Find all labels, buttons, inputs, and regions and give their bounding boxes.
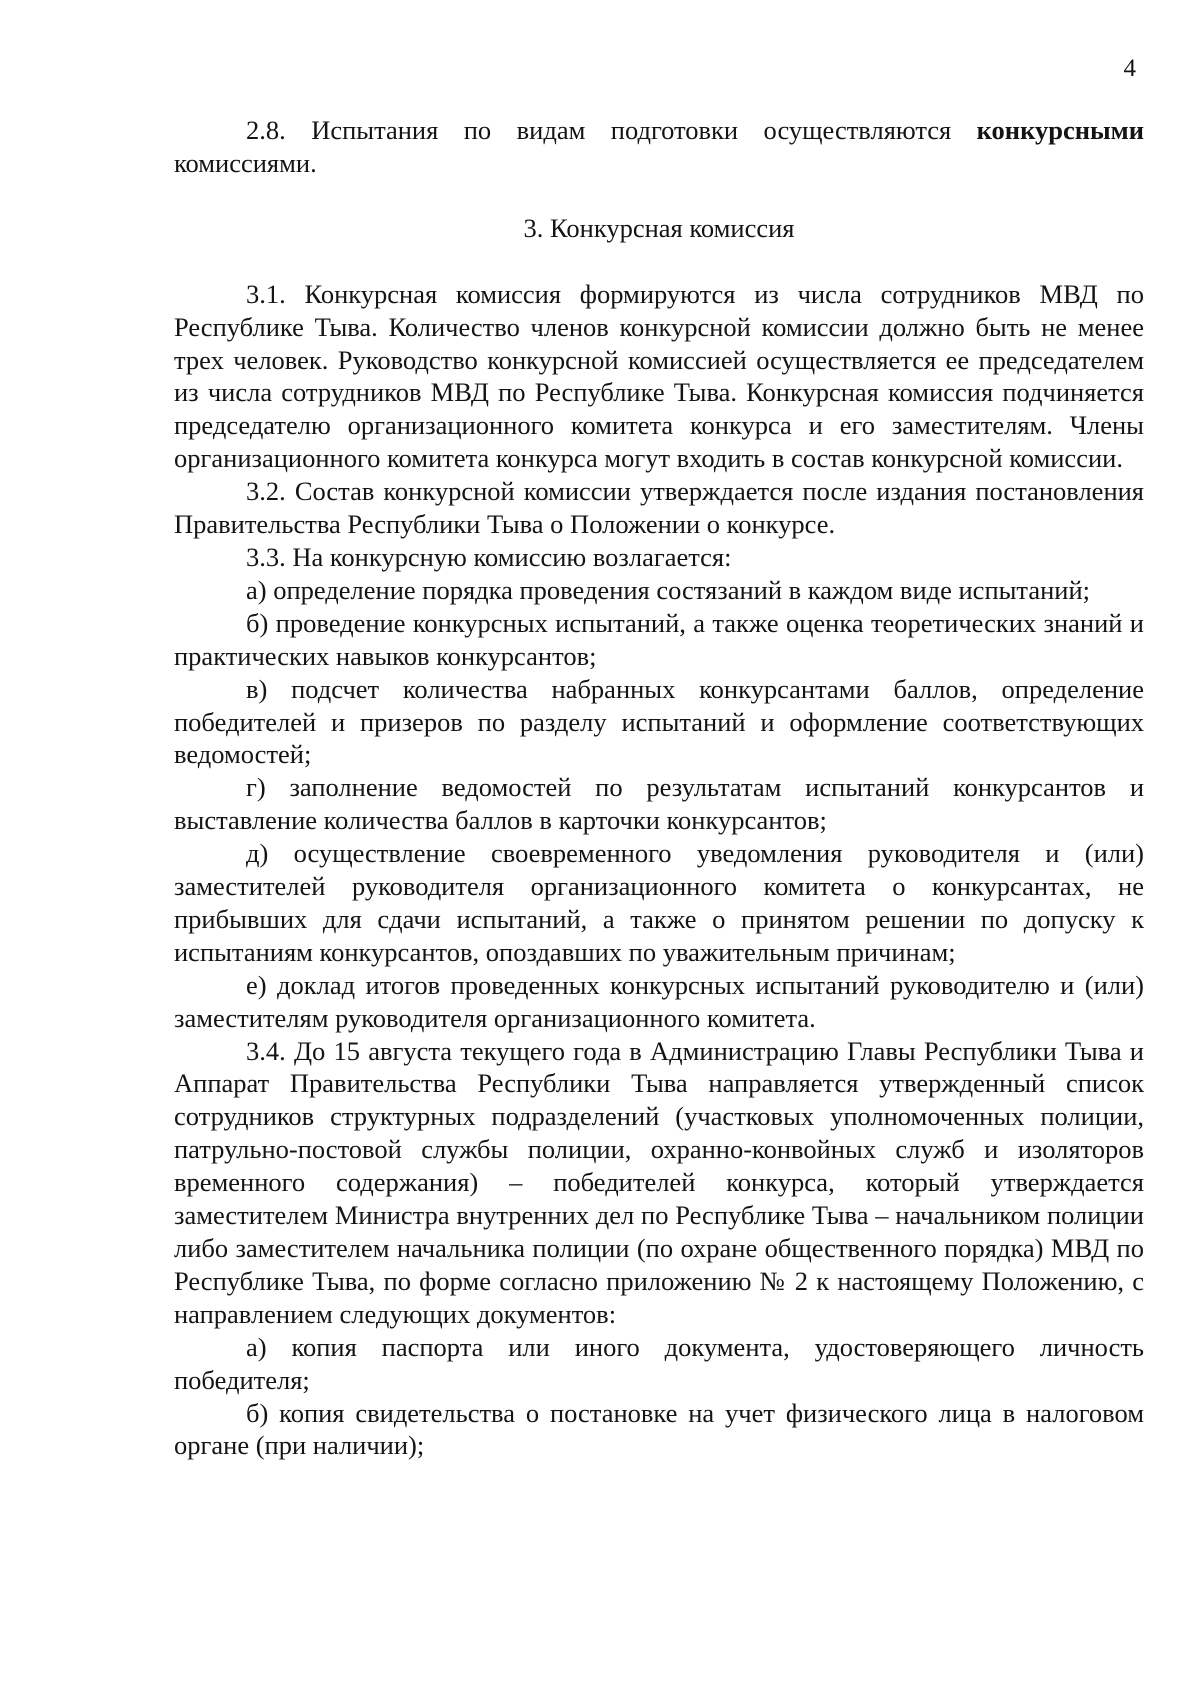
list-item-3-3-e: е) доклад итогов проведенных конкурсных испытаний руководителю и (или) заместителям руководителя организационного комитета. [174, 969, 1144, 1033]
list-item-3-3-g: г) заполнение ведомостей по результатам испытаний конкурсантов и выставление количества баллов в карточки конкурсантов; [174, 772, 1144, 836]
list-item-3-3-b: б) проведение конкурсных испытаний, а также оценка теоретических знаний и практических навыков конкурсантов; [174, 607, 1144, 671]
section-heading-3: 3. Конкурсная комиссия [523, 212, 795, 243]
paragraph-3-3: 3.3. На конкурсную комиссию возлагается: [246, 541, 732, 572]
paragraph-3-4: 3.4. До 15 августа текущего года в Администрацию Главы Республики Тыва и Аппарат Правительства Республики Тыва направляется утвержденный список сотрудников структурных подразделений (участковых уполномоченных полиции, патрульно-постовой службы полиции, охранно-конвойных служб и изоляторов временного содержания) – победителей конкурса, который утверждается заместителем Министра внутренних дел по Республике Тыва – начальником полиции либо заместителем начальника полиции (по охране общественного порядка) МВД по Республике Тыва, по форме согласно приложению № 2 к настоящему Положению, с направлением следующих документов: [174, 1035, 1144, 1329]
document-body [174, 114, 1144, 1462]
paragraph-3-2: 3.2. Состав конкурсной комиссии утверждается после издания постановления Правительства Республики Тыва о Положении о конкурсе. [174, 476, 1144, 540]
list-item-3-4-b: б) копия свидетельства о постановке на учет физического лица в налоговом органе (при наличии); [174, 1397, 1144, 1461]
list-item-3-3-a: а) определение порядка проведения состязаний в каждом виде испытаний; [246, 574, 1091, 605]
paragraph-2-8 [174, 114, 1144, 180]
list-item-3-3-d: д) осуществление своевременного уведомления руководителя и (или) заместителей руководителя организационного комитета о конкурсантах, не прибывших для сдачи испытаний, а также о принятом решении по допуску к испытаниям конкурсантов, опоздавших по уважительным причинам; [174, 838, 1144, 967]
list-item-3-3-v: в) подсчет количества набранных конкурсантами баллов, определение победителей и призеров по разделу испытаний и оформление соответствующих ведомостей; [174, 673, 1144, 770]
paragraph-2-8-bold-text: конкурсными [976, 115, 1144, 145]
list-item-3-4-a: а) копия паспорта или иного документа, удостоверяющего личность победителя; [174, 1331, 1144, 1395]
paragraph-3-1: 3.1. Конкурсная комиссия формируются из числа сотрудников МВД по Республике Тыва. Количество членов конкурсной комиссии должно быть не менее трех человек. Руководство конкурсной комиссией осуществляется ее председателем из числа сотрудников МВД по Республике Тыва. Конкурсная комиссия подчиняется председателю организационного комитета конкурса и его заместителям. Члены организационного комитета конкурса могут входить в состав конкурсной комиссии. [174, 278, 1144, 474]
paragraph-2-8-text-start: 2.8. Испытания по видам подготовки осуществляются [246, 115, 977, 145]
page-number: 4 [1123, 55, 1136, 82]
paragraph-2-8-text-end: комиссиями. [174, 147, 317, 178]
